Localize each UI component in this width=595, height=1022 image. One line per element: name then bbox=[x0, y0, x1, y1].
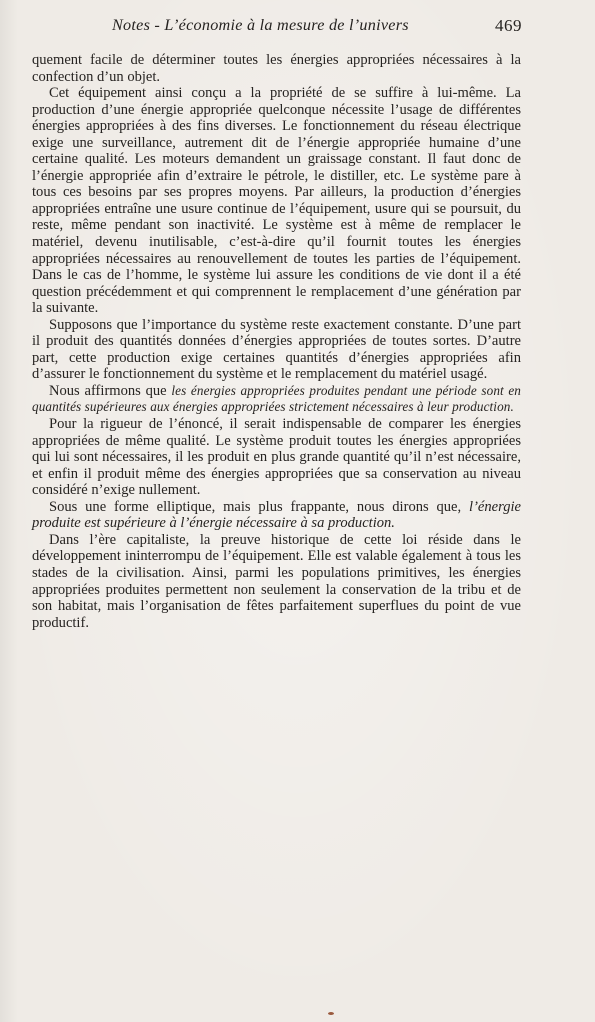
paragraph-text: quement facile de déterminer toutes les énergies appropriées nécessaires à la confection d’un objet. bbox=[32, 52, 521, 85]
paragraph bbox=[32, 499, 521, 532]
paragraph bbox=[32, 532, 521, 631]
paragraph-text: Dans l’ère capitaliste, la preuve historique de cette loi réside dans le développement ininterrompu de l’équipement. Elle est valable également à tous les stades de la civilisation. Ainsi, parmi les populations primitives, les énergies appropriées produites permettent non seulement la conservation de la tribu et de son habitat, mais l’organisation de fêtes parfaitement superflues du point de vue productif. bbox=[32, 531, 521, 631]
paragraph-text: Pour la rigueur de l’énoncé, il serait indispensable de comparer les énergies appropriées de même qualité. Le système produit toutes les énergies appropriées qui lui sont nécessaires, il les produit en plus grande quantité qu’il n’est nécessaire, et enfin il produit même des énergies appropriées que sa conservation au niveau considéré n’exige nullement. bbox=[32, 416, 521, 499]
paragraph bbox=[32, 52, 521, 85]
body-text bbox=[32, 52, 521, 631]
paper-speck bbox=[328, 1012, 334, 1015]
paragraph-text: Sous une forme elliptique, mais plus frappante, nous dirons que, bbox=[49, 498, 470, 515]
paragraph bbox=[32, 85, 521, 317]
paragraph bbox=[32, 383, 521, 416]
paragraph bbox=[32, 317, 521, 383]
paragraph bbox=[32, 416, 521, 499]
paragraph-text: Supposons que l’importance du système reste exactement constante. D’une part il produit des quantités données d’énergies appropriées de toutes sortes. D’autre part, cette production exige certaines quantités d’énergies appropriées afin d’assurer le fonctionnement du système et le remplacement du matériel usagé. bbox=[32, 316, 521, 383]
running-title: Notes - L’économie à la mesure de l’univers bbox=[112, 16, 409, 34]
page-number: 469 bbox=[495, 16, 522, 35]
emphasized-statement: l’énergie produite est supérieure à l’énergie nécessaire à sa production. bbox=[32, 498, 521, 532]
paragraph-text: Cet équipement ainsi conçu a la propriété de se suffire à lui-même. La production d’une énergie appropriée quelconque nécessite l’usage de différentes énergies appropriées à des fins diverses. Le fonctionnement du réseau électrique exige une surveillance, autrement dit de l’énergie appropriée humaine d’une certaine qualité. Les moteurs demandent un graissage constant. Il faut donc de l’énergie appropriée afin d’extraire le pétrole, le distiller, etc. Le système pare à tous ces besoins par ses propres moyens. Par ailleurs, la production d’énergies appropriées entraîne une usure continue de l’équipement, usure qui se poursuit, du reste, même pendant son inactivité. Le système est à même de remplacer le matériel, devenu inutilisable, c’est-à-dire qu’il fournit toutes les énergies appropriées nécessaires au renouvellement de toutes les parties de l’équipement. Dans le cas de l’homme, le système lui assure les conditions de vie dont il a été question précédemment et qui comprennent le remplacement d’une génération par la suivante. bbox=[32, 85, 521, 317]
page-header bbox=[112, 16, 522, 40]
paragraph-text: Nous affirmons que bbox=[49, 382, 172, 399]
emphasized-statement: les énergies appropriées produites pendant une période sont en quantités supérieures aux énergies appropriées strictement nécessaires à leur production. bbox=[32, 382, 521, 415]
